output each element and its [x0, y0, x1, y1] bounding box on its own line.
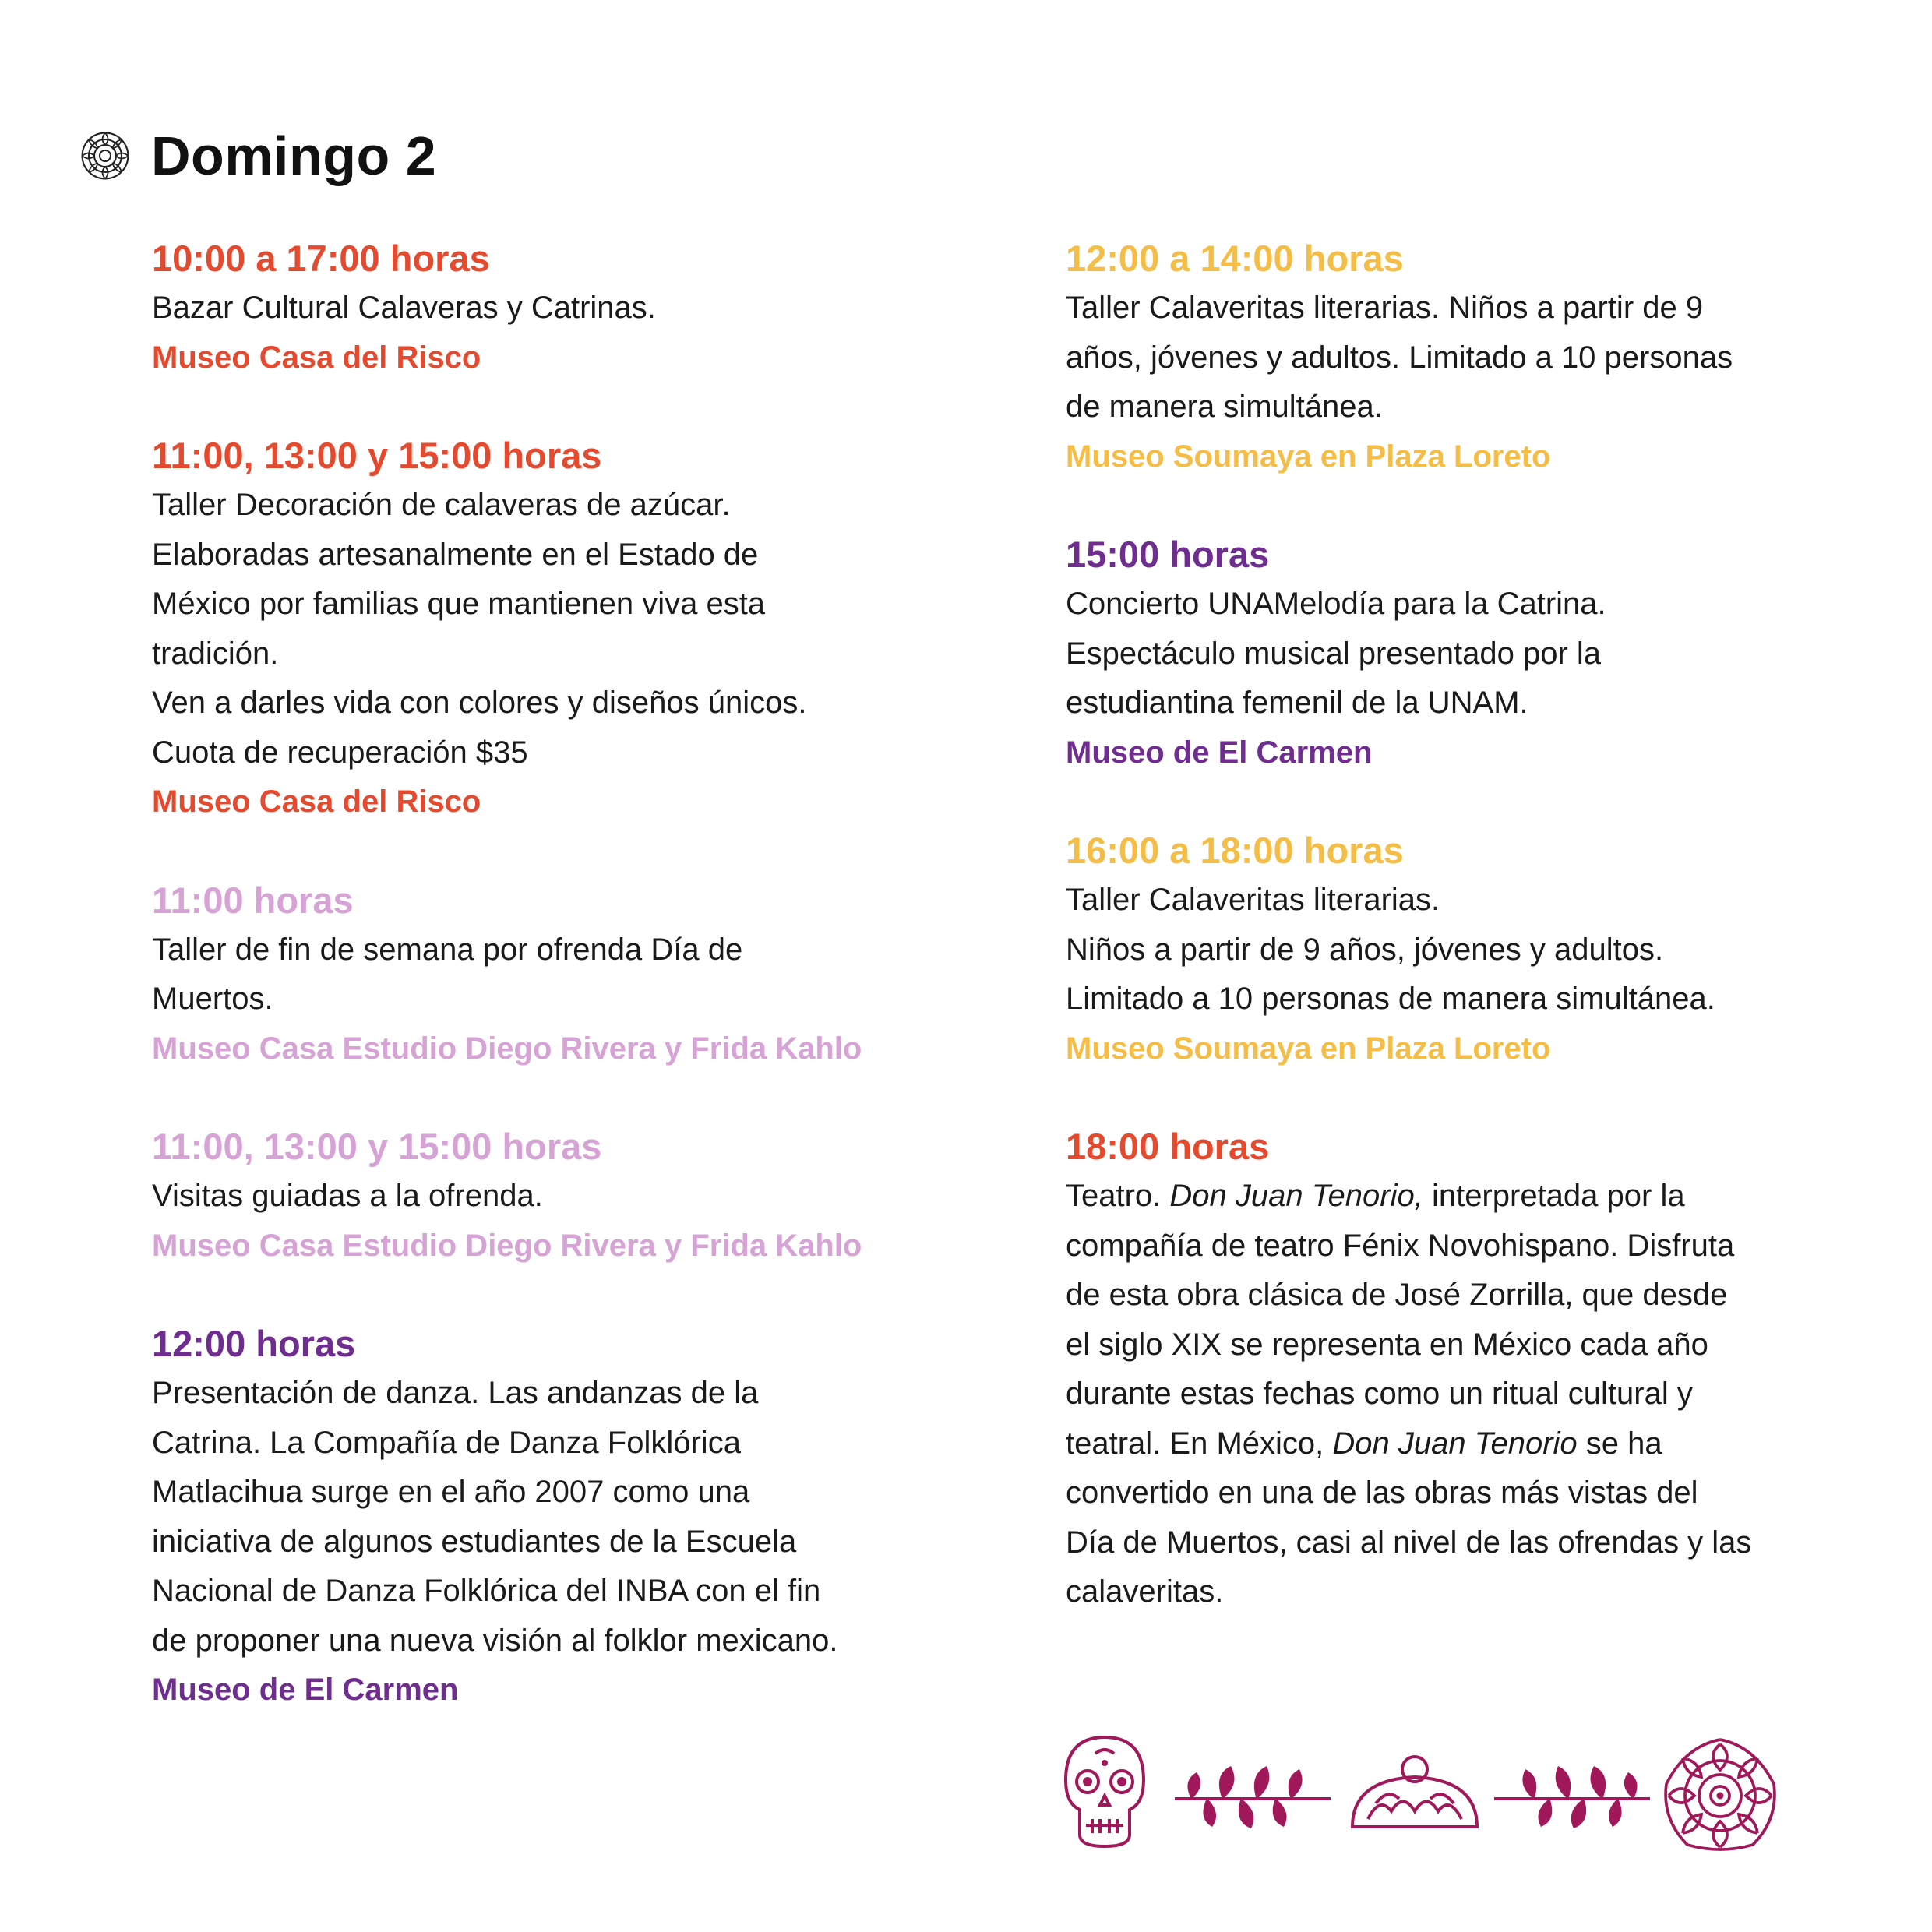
- event-item: [1066, 1122, 1845, 1617]
- leaf-branch-icon: [1494, 1757, 1650, 1835]
- page-heading: [78, 117, 436, 195]
- event-item: [152, 1319, 900, 1715]
- event-time: 12:00 a 14:00 horas: [1066, 238, 1404, 279]
- event-description: Visitas guiadas a la ofrenda.: [152, 1179, 543, 1213]
- event-time: 11:00 horas: [152, 879, 354, 921]
- event-time: 10:00 a 17:00 horas: [152, 238, 490, 279]
- marigold-icon: [78, 129, 132, 183]
- event-item: [152, 876, 900, 1074]
- event-venue: Museo Casa Estudio Diego Rivera y Frida Kahlo: [152, 1031, 862, 1066]
- left-column: [152, 234, 900, 1764]
- page-title: Domingo 2: [151, 125, 437, 186]
- event-item: [152, 431, 900, 827]
- desc-text: Teatro.: [1066, 1179, 1170, 1213]
- event-description: Taller de fin de semana por ofrenda Día de Muertos.: [152, 932, 743, 1016]
- event-venue: Museo Soumaya en Plaza Loreto: [1066, 1031, 1551, 1066]
- event-item: [1066, 826, 1845, 1074]
- event-description: Presentación de danza. Las andanzas de la Catrina. La Compañía de Danza Folklórica Matlacihua surge en el año 2007 como una iniciativa de algunos estudiantes de la Escuela Nacional de Danza Folklórica del INBA con el fin de proponer una nueva visión al folklor mexicano.: [152, 1376, 838, 1658]
- event-item: [152, 1122, 900, 1271]
- event-description: Taller Calaveritas literarias. Niños a partir de 9 años, jóvenes y adultos. Limitado a 10 personas de manera simultánea.: [1066, 883, 1715, 1016]
- event-venue: Museo Casa del Risco: [152, 340, 481, 375]
- event-description: [1066, 1172, 1845, 1617]
- event-venue: Museo Casa del Risco: [152, 784, 481, 819]
- ornament-row: [1058, 1733, 1790, 1858]
- event-venue: Museo Soumaya en Plaza Loreto: [1066, 439, 1551, 474]
- event-venue: Museo Casa Estudio Diego Rivera y Frida Kahlo: [152, 1228, 862, 1263]
- right-column: [1066, 234, 1845, 1666]
- event-item: [1066, 530, 1845, 777]
- leaf-branch-icon: [1175, 1757, 1331, 1835]
- event-time: 18:00 horas: [1066, 1126, 1270, 1167]
- event-description: Taller Calaveritas literarias. Niños a partir de 9 años, jóvenes y adultos. Limitado a 10 personas de manera simultánea.: [1066, 291, 1733, 424]
- event-time: 12:00 horas: [152, 1323, 356, 1364]
- marigold-icon: [1662, 1737, 1779, 1854]
- event-description: Taller Decoración de calaveras de azúcar. Elaboradas artesanalmente en el Estado de México por familias que mantienen viva esta tradición. Ven a darles vida con colores y diseños únicos. Cuota de recuperación $35: [152, 488, 807, 770]
- event-item: [1066, 234, 1845, 481]
- desc-text: se ha convertido en una de las obras más vistas del Día de Muertos, casi al nivel de las ofrendas y las calaveritas.: [1066, 1426, 1752, 1609]
- event-time: 11:00, 13:00 y 15:00 horas: [152, 1126, 602, 1167]
- event-description: Bazar Cultural Calaveras y Catrinas.: [152, 291, 656, 325]
- desc-text: interpretada por la compañía de teatro Fénix Novohispano. Disfruta de esta obra clásica de José Zorrilla, que desde el siglo XIX se representa en México cada año durante estas fechas como un ritual cultural y teatral. En México,: [1066, 1179, 1735, 1461]
- event-time: 11:00, 13:00 y 15:00 horas: [152, 435, 602, 476]
- event-venue: Museo de El Carmen: [1066, 735, 1373, 770]
- sugar-skull-icon: [1058, 1733, 1151, 1850]
- play-title: Don Juan Tenorio: [1332, 1426, 1578, 1461]
- pan-de-muerto-icon: [1345, 1749, 1485, 1842]
- play-title: Don Juan Tenorio,: [1169, 1179, 1423, 1213]
- event-time: 15:00 horas: [1066, 534, 1270, 575]
- event-venue: Museo de El Carmen: [152, 1673, 459, 1707]
- event-item: [152, 234, 900, 383]
- event-time: 16:00 a 18:00 horas: [1066, 830, 1404, 871]
- event-description: Concierto UNAMelodía para la Catrina. Espectáculo musical presentado por la estudiantina femenil de la UNAM.: [1066, 587, 1606, 720]
